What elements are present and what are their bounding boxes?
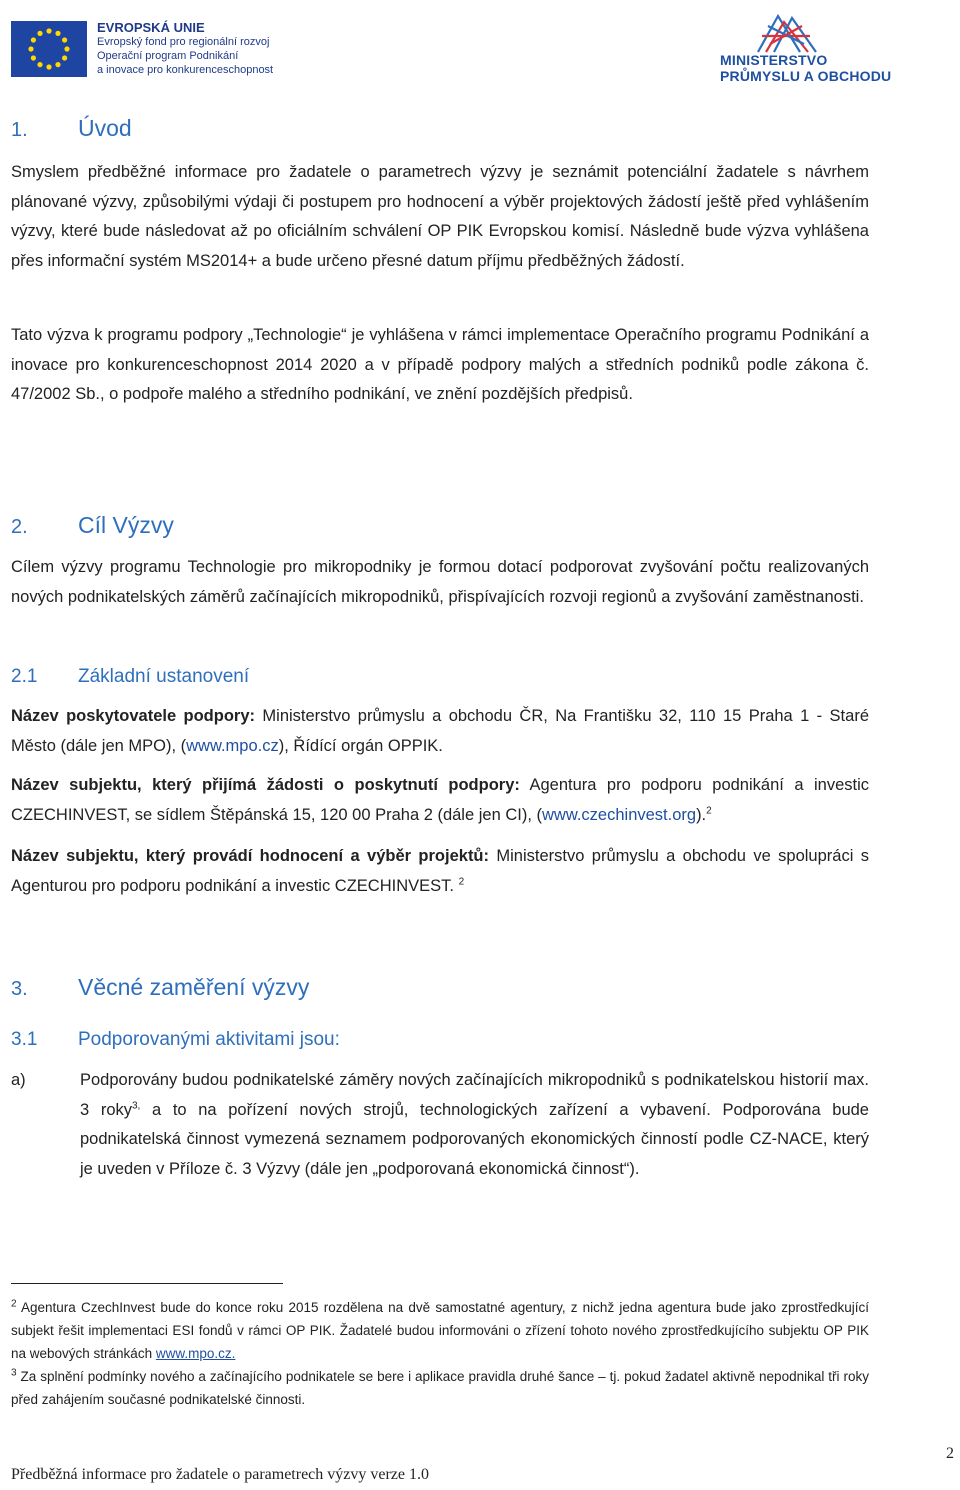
section-3-heading	[11, 974, 309, 1001]
evaluator-label: Název subjektu, který provádí hodnocení a výběr projektů:	[11, 847, 490, 865]
section-2-paragraph-1: Cílem výzvy programu Technologie pro mikropodniky je formou dotací podporovat zvyšování počtu realizovaných nových podnikatelských záměrů začínajících mikropodniků, přispívajících rozvoji regionů a zvyšování zaměstnanosti.	[11, 558, 869, 606]
eu-line-2: Evropský fond pro regionální rozvoj	[97, 36, 270, 48]
eu-flag-icon	[11, 21, 87, 77]
evaluator-paragraph	[11, 842, 869, 901]
section-3-1-title: Podporovanými aktivitami jsou:	[78, 1029, 340, 1050]
section-3-title: Věcné zaměření výzvy	[78, 974, 310, 1000]
footnote-ref-3[interactable]: 3,	[132, 1100, 141, 1111]
footnote-2-number: 2	[11, 1298, 17, 1310]
page-footer: Předběžná informace pro žadatele o parametrech výzvy verze 1.0	[11, 1466, 429, 1483]
footnote-2-link[interactable]: www.mpo.cz.	[155, 1346, 236, 1361]
section-2-1-title: Základní ustanovení	[78, 666, 250, 687]
evaluator-text: Ministerstvo průmyslu a obchodu ve spolupráci s Agenturou pro podporu podnikání a investic CZECHINVEST.	[11, 847, 869, 895]
page-number: 2	[946, 1445, 954, 1462]
section-1-paragraph-2: Tato výzva k programu podpory „Technologie“ je vyhlášena v rámci implementace Operačního programu Podnikání a inovace pro konkurenceschopnost 2014 2020 a v případě podpory malých a středních podniků podle zákona č. 47/2002 Sb., o podpoře malého a středního podnikání, ve znění pozdějších předpisů.	[11, 326, 869, 403]
section-3-number: 3.	[11, 978, 28, 1000]
section-3-1-heading	[11, 1029, 340, 1051]
section-3-1-number: 3.1	[11, 1029, 38, 1050]
footnote-3-number: 3	[11, 1367, 17, 1379]
footnote-divider	[11, 1283, 283, 1284]
provider-text-b: ), Řídící orgán OPPIK.	[278, 736, 443, 755]
list-item-text-b: a to na pořízení nových strojů, technologických zařízení a vybavení. Podporována bude podnikatelská činnost vymezená seznamem podporovaných ekonomických činností podle CZ-NACE, který je uveden v Příloze č. 3 Výzvy (dále jen „podporovaná ekonomická činnost“).	[80, 1100, 869, 1178]
footnote-3-text: Za splnění podmínky nového a začínajícího podnikatele se bere i aplikace pravidla druhé šance – tj. pokud žadatel aktivně nepodnikal tři roky před zahájením současné podnikatelské činnosti.	[11, 1369, 869, 1407]
footnote-2-text: Agentura CzechInvest bude do konce roku 2015 rozdělena na dvě samostatné agentury, z nichž jedna agentura bude jako zprostředkující subjekt řešit implementaci ESI fondů v rámci OP PIK. Žadatelé budou informováni o zřízení tohoto nového zprostředkujícího subjektu OP PIK na webových stránkách	[11, 1300, 869, 1361]
section-1-paragraph-1: Smyslem předběžné informace pro žadatele o parametrech výzvy je seznámit potenciální žadatele s návrhem plánované výzvy, způsobilými výdaji či postupem pro hodnocení a výběr projektových žádostí ještě před vyhlášením výzvy, které bude následovat až po oficiálním schválení OP PIK Evropskou komisí. Následně bude výzva vyhlášena přes informační systém MS2014+ a bude určeno přesné datum příjmu předběžných žádostí.	[11, 163, 869, 270]
section-2-1-heading	[11, 666, 249, 688]
receiver-text-a: Agentura pro podporu podnikání a investic CZECHINVEST, se sídlem Štěpánská 15, 120 00 Praha 2 (dále jen CI), (	[11, 776, 870, 824]
mpo-line-1: MINISTERSTVO	[720, 52, 828, 68]
footnote-3	[11, 1365, 869, 1411]
section-1-number: 1.	[11, 119, 28, 141]
provider-label: Název poskytovatele podpory:	[11, 707, 256, 725]
section-1-title: Úvod	[78, 115, 132, 141]
mpo-logo-text	[720, 52, 891, 84]
footnote-ref-2b[interactable]: 2	[458, 876, 465, 887]
list-item-marker: a)	[11, 1071, 26, 1089]
list-item-text	[80, 1066, 869, 1184]
eu-line-1: EVROPSKÁ UNIE	[97, 20, 205, 35]
receiver-text-b: ).	[696, 805, 707, 824]
list-item-text-a: Podporovány budou podnikatelské záměry nových začínajících mikropodniků s podnikatelskou historií max. 3 roky	[80, 1071, 869, 1119]
receiver-label: Název subjektu, který přijímá žádosti o poskytnutí podpory:	[11, 776, 520, 794]
receiver-paragraph	[11, 771, 869, 830]
eu-logo-text	[97, 21, 273, 77]
section-2-number: 2.	[11, 516, 28, 538]
section-2-heading	[11, 512, 174, 539]
provider-paragraph	[11, 702, 869, 761]
section-2-1-number: 2.1	[11, 666, 38, 687]
footnote-ref-2[interactable]: 2	[706, 805, 712, 816]
section-2-title: Cíl Výzvy	[78, 512, 174, 538]
provider-text-a: Ministerstvo průmyslu a obchodu ČR, Na Františku 32, 110 15 Praha 1 - Staré Město (dále jen MPO), (	[11, 707, 869, 755]
mpo-link[interactable]: www.mpo.cz	[186, 736, 279, 755]
czechinvest-link[interactable]: www.czechinvest.org	[542, 805, 697, 824]
footnote-2	[11, 1296, 869, 1365]
eu-logo	[11, 20, 273, 78]
mpo-line-2: PRŮMYSLU A OBCHODU	[720, 68, 892, 84]
section-1-heading	[11, 115, 132, 142]
eu-line-4: a inovace pro konkurenceschopnost	[97, 64, 274, 76]
eu-line-3: Operační program Podnikání	[97, 50, 239, 62]
